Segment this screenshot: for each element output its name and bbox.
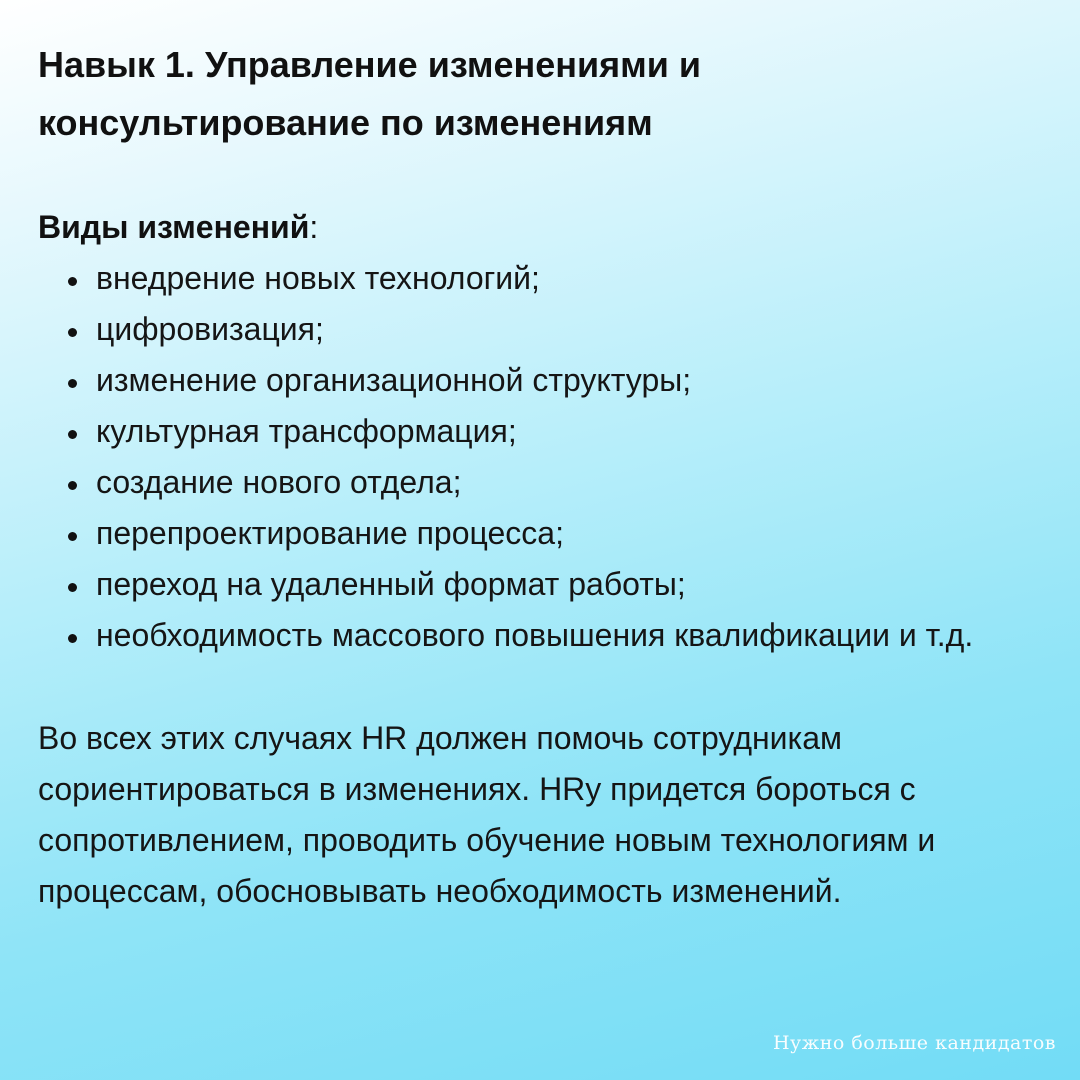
- list-item-text: цифровизация;: [96, 311, 324, 347]
- list-item-text: внедрение новых технологий;: [96, 260, 540, 296]
- bullet-icon: [68, 481, 77, 490]
- list-item-text: создание нового отдела;: [96, 464, 462, 500]
- paragraph-line-3: сопротивлением, проводить обучение новым технологиям и: [38, 822, 936, 858]
- bullet-icon: [68, 328, 77, 337]
- bullet-icon: [68, 379, 77, 388]
- list-item-text: необходимость массового повышения квалификации и т.д.: [96, 617, 974, 653]
- section-heading: [38, 202, 318, 252]
- slide-title: [38, 36, 1038, 152]
- bullet-icon: [68, 583, 77, 592]
- section-heading-colon: :: [309, 209, 319, 245]
- paragraph-line-4: процессам, обосновывать необходимость изменений.: [38, 873, 842, 909]
- bullet-icon: [68, 430, 77, 439]
- footer-brand: Нужно больше кандидатов: [772, 1032, 1056, 1054]
- list-item: [0, 508, 1080, 559]
- list-item-text: перепроектирование процесса;: [96, 515, 564, 551]
- list-item: [0, 355, 1080, 406]
- list-item: [0, 406, 1080, 457]
- list-item: [0, 610, 1080, 661]
- hr-role-paragraph: [38, 713, 1048, 917]
- list-item-text: изменение организационной структуры;: [96, 362, 692, 398]
- section-heading-label: Виды изменений: [38, 209, 310, 245]
- list-item: [0, 559, 1080, 610]
- bullet-icon: [68, 277, 77, 286]
- change-types-list: [0, 253, 1080, 661]
- list-item-text: культурная трансформация;: [96, 413, 517, 449]
- bullet-icon: [68, 634, 77, 643]
- list-item: [0, 457, 1080, 508]
- list-item-text: переход на удаленный формат работы;: [96, 566, 686, 602]
- list-item: [0, 253, 1080, 304]
- list-item: [0, 304, 1080, 355]
- bullet-icon: [68, 532, 77, 541]
- title-line-1: Навык 1. Управление изменениями и: [38, 44, 702, 85]
- paragraph-line-2: сориентироваться в изменениях. HRу придется бороться с: [38, 771, 916, 807]
- paragraph-line-1: Во всех этих случаях HR должен помочь сотрудникам: [38, 720, 843, 756]
- title-line-2: консультирование по изменениям: [38, 102, 653, 143]
